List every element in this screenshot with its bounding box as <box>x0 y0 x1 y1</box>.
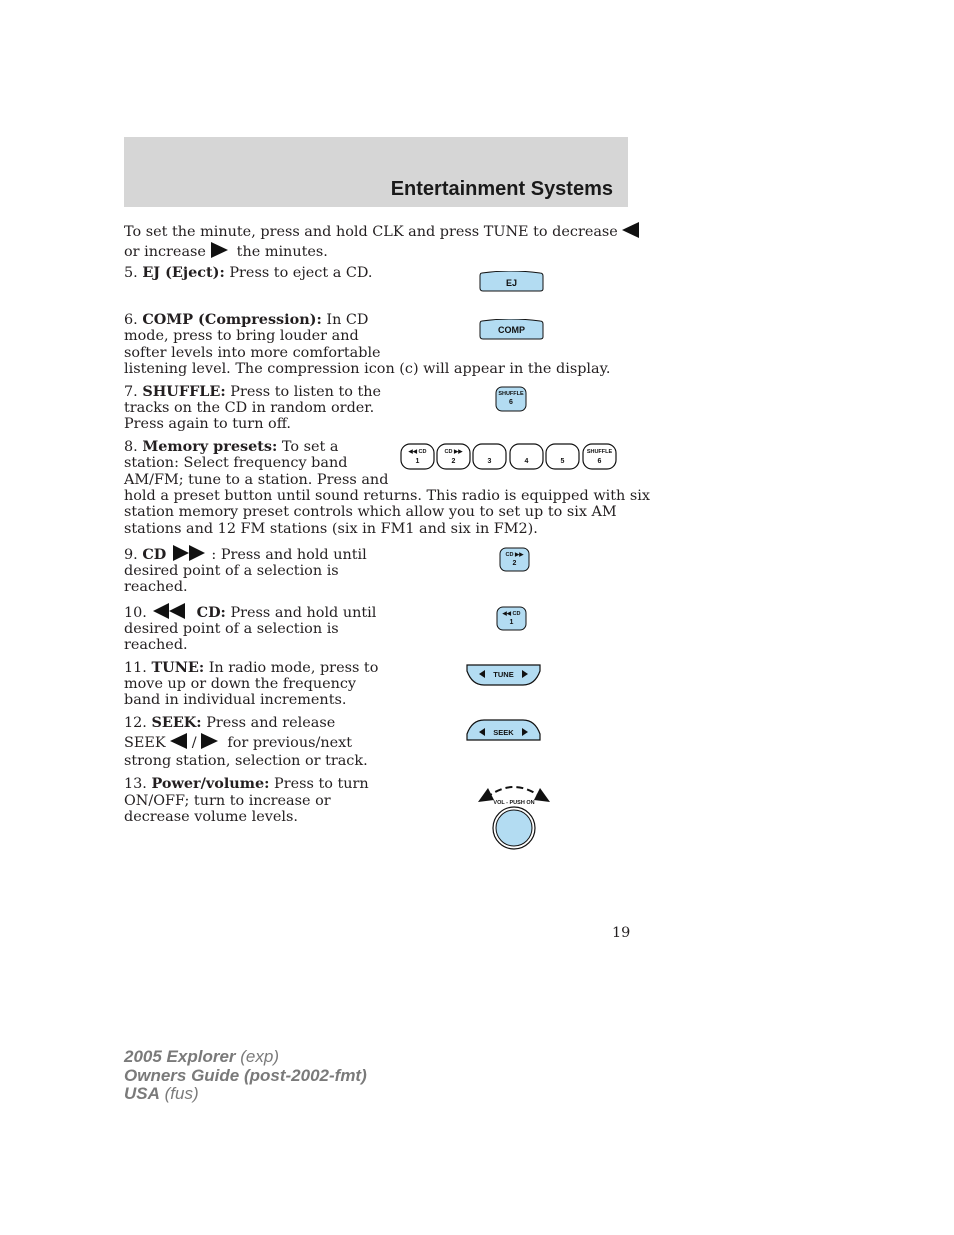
item-term: Memory presets: <box>142 438 278 455</box>
item-memory-line-4: hold a preset button until sound returns. This radio is equipped with six <box>124 488 650 504</box>
preset-button-1[interactable] <box>401 444 434 469</box>
item-term: Power/volume: <box>151 775 270 792</box>
item-number: 12. <box>124 715 147 731</box>
footer-line-3 <box>124 1085 367 1104</box>
footer-market: USA <box>124 1084 160 1103</box>
intro-line-2 <box>124 242 328 260</box>
footer-model: 2005 Explorer <box>124 1047 236 1066</box>
preset-button-5[interactable] <box>546 444 579 469</box>
item-number: 13. <box>124 776 147 792</box>
item-memory-line-3: AM/FM; tune to a station. Press and <box>124 472 389 488</box>
item-cdff-line-3: reached. <box>124 579 188 595</box>
cd-rewind-button[interactable] <box>496 606 527 631</box>
preset-3-number: 3 <box>487 458 492 465</box>
shuffle-button-number: 6 <box>509 399 513 406</box>
item-text: Press to listen to the <box>230 384 382 400</box>
item-tune-line-3: band in individual increments. <box>124 692 347 708</box>
preset-1-label: ◀◀ CD <box>408 449 427 455</box>
item-term: COMP (Compression): <box>142 311 322 328</box>
rewind-icon <box>151 603 187 619</box>
intro-line-1 <box>124 222 639 240</box>
preset-6-number: 6 <box>597 458 602 465</box>
item-text: Press and hold until <box>230 605 377 621</box>
item-memory-line-5: station memory preset controls which allow you to set up to six AM <box>124 504 617 520</box>
item-term: CD: <box>196 604 226 621</box>
item-seek-line-2 <box>124 733 352 751</box>
item-ej <box>124 265 372 281</box>
item-number: 9. <box>124 547 138 563</box>
preset-2-label: CD ▶▶ <box>444 449 463 455</box>
eject-button-label: EJ <box>505 278 518 288</box>
seek-button-label: SEEK <box>493 728 514 737</box>
item-text: Press and release <box>206 715 336 731</box>
item-number: 11. <box>124 660 147 676</box>
preset-button-2[interactable] <box>437 444 470 469</box>
item-text: Press to eject a CD. <box>229 265 373 281</box>
seek-button[interactable] <box>465 718 542 742</box>
item-memory-line-6: stations and 12 FM stations (six in FM1 and six in FM2). <box>124 521 538 537</box>
item-comp-line-4: listening level. The compression icon (c) will appear in the display. <box>124 361 611 377</box>
item-shuffle-line-3: Press again to turn off. <box>124 416 291 432</box>
cd-fast-forward-button[interactable] <box>499 547 530 572</box>
preset-button-4[interactable] <box>510 444 543 469</box>
comp-button-label: COMP <box>498 325 525 335</box>
item-text: In radio mode, press to <box>208 660 379 676</box>
cdrw-button-number: 1 <box>509 619 514 626</box>
item-power-line-1 <box>124 776 369 792</box>
item-comp-line-2: mode, press to bring louder and <box>124 328 359 344</box>
item-cdrw-line-1 <box>124 603 376 621</box>
item-cdrw-line-2: desired point of a selection is <box>124 621 339 637</box>
item-term: EJ (Eject): <box>142 264 225 281</box>
item-number: 8. <box>124 439 138 455</box>
rotate-right-arrow-icon <box>534 788 550 802</box>
item-number: 5. <box>124 265 138 281</box>
item-memory-line-1 <box>124 439 338 455</box>
preset-2-number: 2 <box>451 458 456 465</box>
item-seek-line-1 <box>124 715 335 731</box>
preset-button-3[interactable] <box>473 444 506 469</box>
footer-model-code: (exp) <box>240 1047 279 1066</box>
volume-knob[interactable] <box>496 810 532 846</box>
volume-knob-label: VOL - PUSH ON <box>493 800 535 806</box>
item-number: 7. <box>124 384 138 400</box>
item-number: 6. <box>124 312 138 328</box>
cdrw-button-top: ◀◀ CD <box>502 611 521 617</box>
footer-guide: Owners Guide (post-2002-fmt) <box>124 1065 367 1085</box>
item-power-line-2: ON/OFF; turn to increase or <box>124 793 331 809</box>
eject-button[interactable] <box>479 271 544 292</box>
shuffle-button[interactable] <box>495 386 527 412</box>
item-seek-line-3: strong station, selection or track. <box>124 753 368 769</box>
item-text: In CD <box>326 312 369 328</box>
item-memory-line-2: station: Select frequency band <box>124 455 348 471</box>
item-term: TUNE: <box>151 659 205 676</box>
item-tune-line-1 <box>124 660 378 676</box>
cdff-button-top: CD ▶▶ <box>505 552 524 558</box>
tune-button-label: TUNE <box>493 670 514 679</box>
decrease-arrow-icon <box>622 222 639 238</box>
item-number: 10. <box>124 605 147 621</box>
item-term: SEEK: <box>151 714 202 731</box>
item-comp-line-3: softer levels into more comfortable <box>124 345 381 361</box>
item-power-line-3: decrease volume levels. <box>124 809 298 825</box>
shuffle-button-top: SHUFFLE <box>498 391 524 397</box>
footer-line-2 <box>124 1067 367 1086</box>
footer-line-1 <box>124 1048 367 1067</box>
item-text: Press to turn <box>274 776 369 792</box>
footer-market-code: (fus) <box>164 1084 199 1103</box>
item-text: To set a <box>281 439 339 455</box>
seek-back-arrow-icon <box>170 733 187 749</box>
item-shuffle-line-2: tracks on the CD in random order. <box>124 400 375 416</box>
document-footer <box>124 1048 367 1104</box>
preset-6-label: SHUFFLE <box>586 449 613 455</box>
item-text: for previous/next <box>227 735 353 751</box>
preset-5-number: 5 <box>560 458 565 465</box>
cdff-button-number: 2 <box>512 560 517 567</box>
item-text: : Press and hold until <box>211 547 367 563</box>
preset-button-6[interactable] <box>583 444 616 469</box>
item-cdrw-line-3: reached. <box>124 637 188 653</box>
fast-forward-icon <box>171 545 207 561</box>
section-header <box>124 137 628 207</box>
item-cdff-line-1 <box>124 545 367 563</box>
page-number: 19 <box>612 925 631 941</box>
preset-button-row <box>400 443 620 471</box>
item-shuffle-line-1 <box>124 384 381 400</box>
preset-1-number: 1 <box>415 458 420 465</box>
item-tune-line-2: move up or down the frequency <box>124 676 357 692</box>
preset-4-number: 4 <box>524 458 529 465</box>
intro-text-1: To set the minute, press and hold CLK and press TUNE to decrease <box>124 224 618 240</box>
volume-knob-graphic <box>474 780 556 852</box>
item-comp-line-1 <box>124 312 368 328</box>
section-title: Entertainment Systems <box>390 178 613 200</box>
intro-text-2a: or increase <box>124 244 206 260</box>
item-cdff-line-2: desired point of a selection is <box>124 563 339 579</box>
item-text: / <box>191 735 197 751</box>
intro-text-2b: the minutes. <box>236 244 328 260</box>
item-term: SHUFFLE: <box>142 383 226 400</box>
tune-button[interactable] <box>465 663 542 687</box>
rotation-arc <box>486 787 542 798</box>
increase-arrow-icon <box>211 242 228 258</box>
comp-button[interactable] <box>479 319 544 340</box>
item-term: CD <box>142 546 167 563</box>
item-text: SEEK <box>124 735 166 751</box>
seek-forward-arrow-icon <box>201 733 218 749</box>
